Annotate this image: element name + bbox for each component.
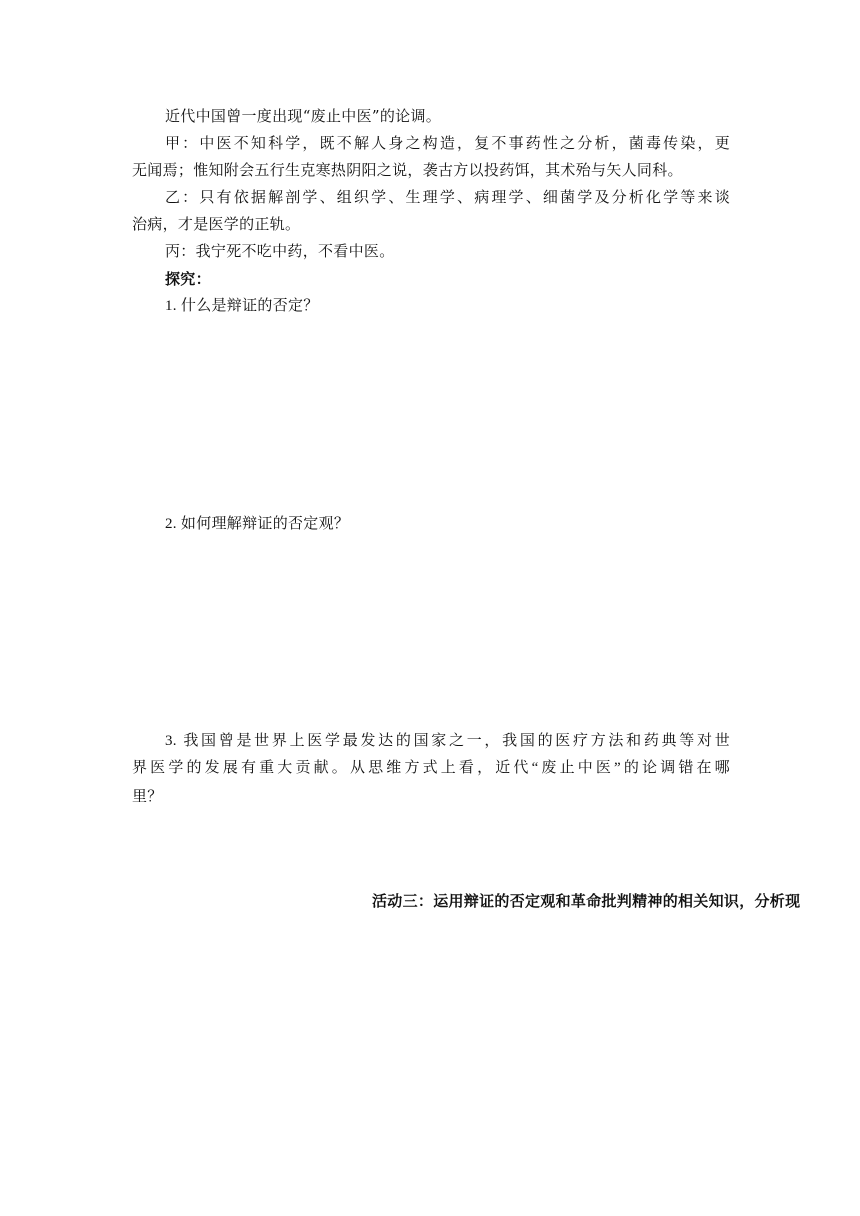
- material-jia-line2: 无闻焉；惟知附会五行生克寒热阴阳之说，袭古方以投药饵，其术殆与矢人同科。: [132, 161, 683, 179]
- question-1: 1. 什么是辩证的否定？: [165, 298, 319, 314]
- question-2: 2. 如何理解辩证的否定观？: [165, 516, 350, 532]
- question-3-line3: 里？: [132, 789, 163, 805]
- material-intro: 近代中国曾一度出现“废止中医”的论调。: [165, 107, 442, 125]
- question-3-line2: 界医学的发展有重大贡献。从思维方式上看，近代“废止中医”的论调错在哪: [132, 760, 730, 776]
- material-yi-line1: 乙：只有依据解剖学、组织学、生理学、病理学、细菌学及分析化学等来谈: [165, 188, 730, 206]
- explore-heading: 探究：: [165, 270, 211, 288]
- material-jia-line1: 甲：中医不知科学，既不解人身之构造，复不事药性之分析，菌毒传染，更: [165, 134, 730, 152]
- question-3-line1: 3. 我国曾是世界上医学最发达的国家之一，我国的医疗方法和药典等对世: [165, 733, 730, 749]
- activity-3-title: 活动三：运用辩证的否定观和革命批判精神的相关知识，分析现: [372, 892, 801, 910]
- material-yi-line2: 治病，才是医学的正轨。: [132, 215, 301, 233]
- material-bing: 丙：我宁死不吃中药，不看中医。: [165, 242, 395, 260]
